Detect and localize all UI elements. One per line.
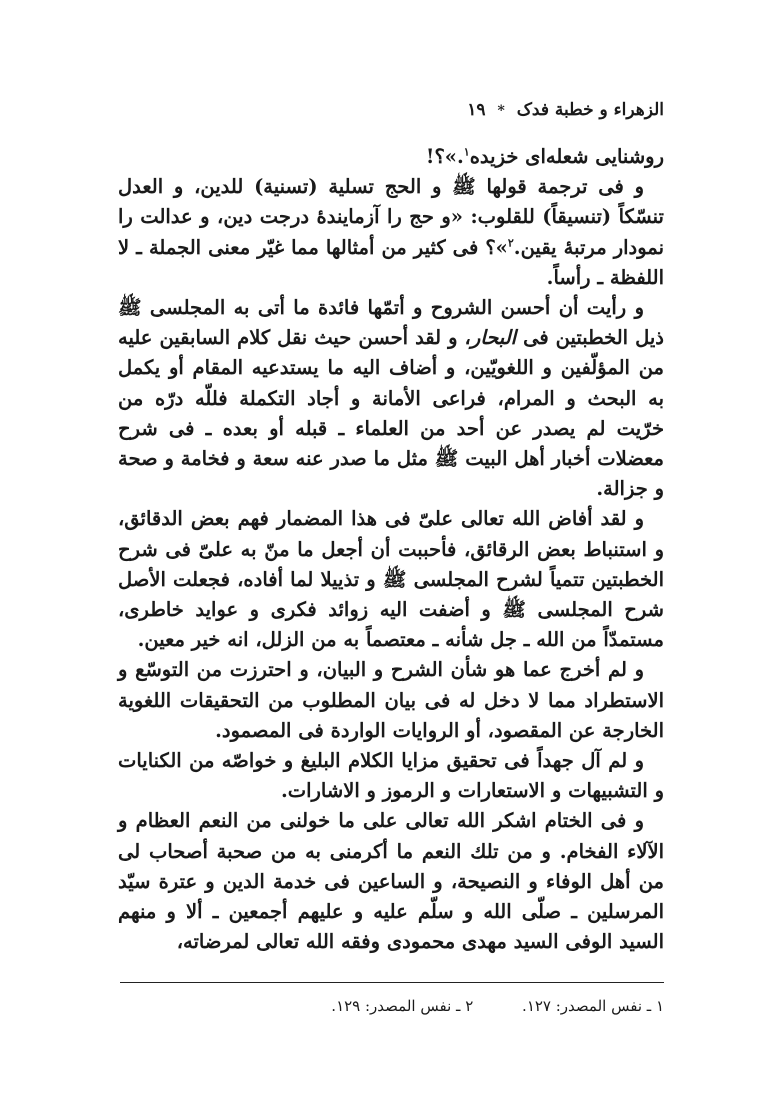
running-header xyxy=(467,100,664,120)
paragraph: و لم أخرج عما هو شأن الشرح و البيان، و احترزت من التوسّع و الاستطراد مما لا دخل له فى بيان المطلوب من التحقيقات اللغوية الخارجة عن المقصود، أو الروايات الواردة فى المصمود. xyxy=(118,658,664,742)
paragraph-text: روشنايى شعله‌اى خزيده xyxy=(469,145,664,168)
paragraph xyxy=(118,293,664,504)
main-text xyxy=(118,142,664,957)
footnote-1: ١ ـ نفس المصدر: ١٢٧. xyxy=(522,997,664,1015)
paragraph-text: .»؟! xyxy=(425,145,464,168)
paragraph: و لم آل جهداً فى تحقيق مزايا الكلام البليغ و خواصّه من الكنايات و التشبيهات و الاستعارات و الرموز و الاشارات. xyxy=(118,749,664,803)
footnote-divider xyxy=(120,982,664,983)
footnote-ref-1: ١ xyxy=(463,145,470,159)
paragraph xyxy=(118,172,664,293)
paragraph-text: و فى ترجمة قولها ﷺ و الحج تسلية (تسنية) للدين، و العدل تنسّكاً (تنسيقاً) للقلوب: «و حج را آزمايندهٔ درجت دين، و عدالت را نمودار مرتبهٔ يقين. xyxy=(118,175,664,259)
paragraph: و لقد أفاض الله تعالى علىّ فى هذا المضمار فهم بعض الدقائق، و استنباط بعض الرقائق، فأحببت أن أجعل ما منّ به علىّ فى شرح الخطبتين تتمياً لشرح المجلسى ﷺ و تذييلا لما أفاده، فجعلت الأصل شرح المجلسى ﷺ و أضفت اليه زوائد فكرى و عوايد خاطرى، مستمدّاً من الله ـ جل شأنه ـ معتصماً به من الزلل، انه خير معين. xyxy=(118,507,664,652)
book-title: البحار xyxy=(470,326,517,350)
footnote-ref-2: ٢ xyxy=(507,236,514,250)
page-number: ١٩ xyxy=(467,100,486,120)
paragraph-text: ، و لقد أحسن حيث نقل كلام السابقين عليه من المؤلّفين و اللغويّين، و أضاف اليه ما يستدعيه المقام أو يكمل به البحث و المرام، فراعى الأمانة و أجاد التكملة فللّه درّه من خرّيت لم يصدر عن أحد من العلماء ـ قبله أو بعده ـ فى شرح معضلات أخبار أهل البيت ﷺ مثل ما صدر عنه سعة و فخامة و صحة و جزالة. xyxy=(118,326,664,501)
paragraph: و فى الختام اشكر الله تعالى على ما خولنى من النعم العظام و الآلاء الفخام. و من تلك النعم ما أكرمنى به من صحبة أصحاب لى من أهل الوفاء و النصيحة، و الساعين فى خدمة الدين و عترة سيّد المرسلين ـ صلّى الله و سلّم عليه و عليهم أجمعين ـ ألا و منهم السيد الوفى السيد مهدى محمودى وفقه الله تعالى لمرضاته، xyxy=(118,809,664,954)
header-separator: * xyxy=(497,103,505,119)
footnote-2: ٢ ـ نفس المصدر: ١٢٩. xyxy=(331,997,474,1015)
paragraph-text: و رأيت أن أحسن الشروح و أتمّها فائدة ما أتى به المجلسى ﷺ ذيل الخطبتين فى xyxy=(118,296,664,350)
paragraph-text: »؟ فى كثير من أمثالها مما غيّر معنى الجملة ـ لا اللفظة ـ رأساً. xyxy=(118,235,664,289)
footnotes xyxy=(200,997,664,1015)
header-title: الزهراء و خطبة فدک xyxy=(516,100,664,120)
paragraph-continuation xyxy=(118,142,664,172)
